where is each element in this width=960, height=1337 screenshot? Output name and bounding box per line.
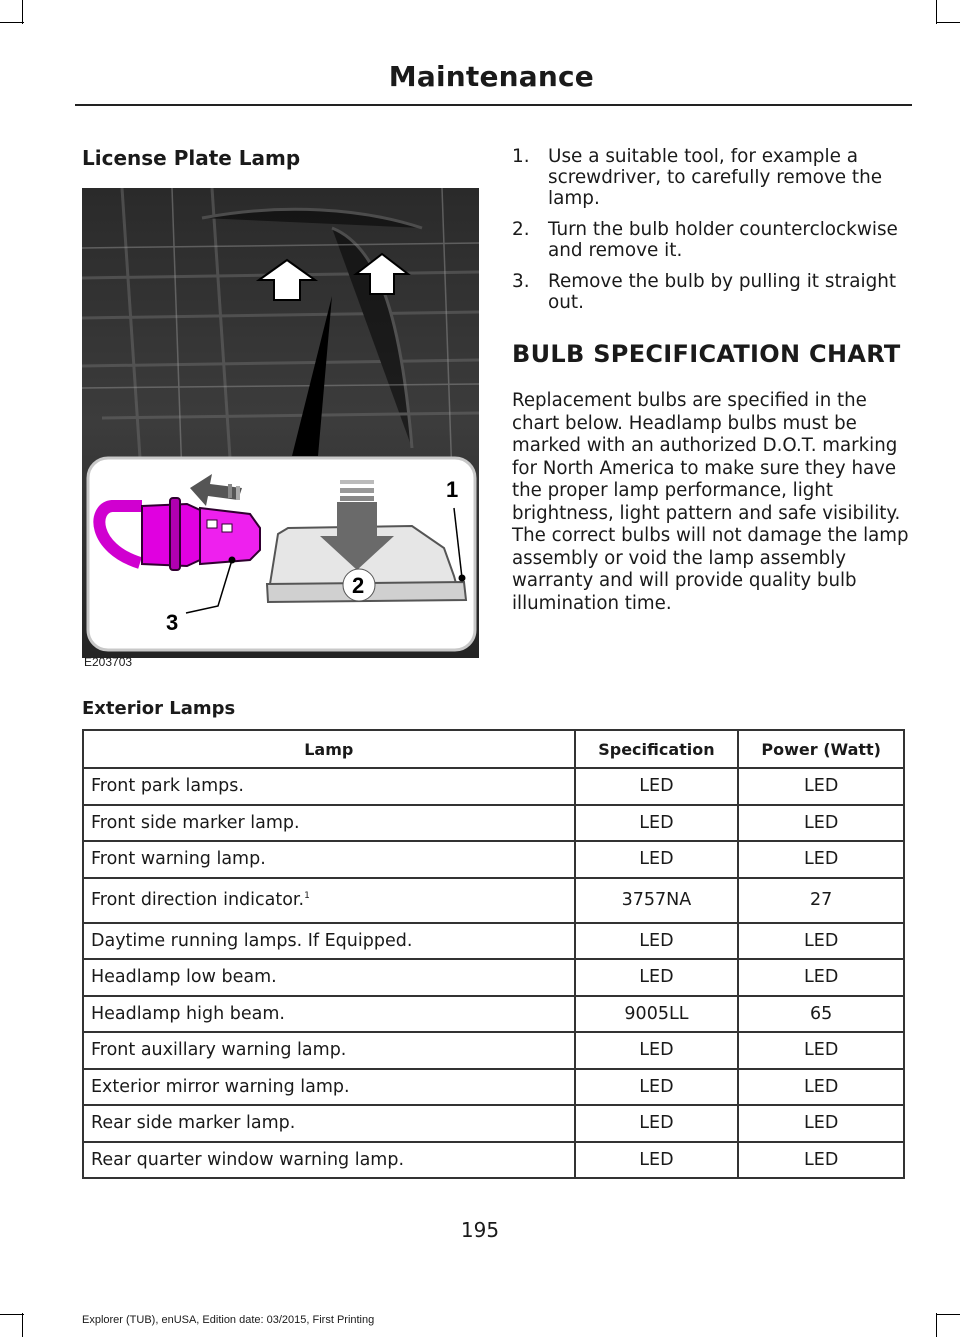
spec-cell: LED [575,841,739,878]
intro-paragraph: Replacement bulbs are specified in the chart below. Headlamp bulbs must be marked with an authorized D.O.T. marking for North America to make sure they have the proper lamp performance, light brightness, light pattern and safe visibility. The correct bulbs will not damage the lamp assembly or void the lamp assembly warranty and will provide quality bulb illumination time. [512,390,909,614]
crop-mark [22,0,23,24]
step-item [512,219,908,261]
lamp-cell: Front park lamps. [83,768,575,805]
lamp-cell: Rear side marker lamp. [83,1105,575,1142]
table-row [83,996,904,1033]
table-row [83,878,904,923]
step-number: 2. [512,219,530,240]
spec-cell: 9005LL [575,996,739,1033]
lamp-cell: Front warning lamp. [83,841,575,878]
header-rule [75,104,912,106]
crop-mark [936,1313,937,1337]
step-text: Turn the bulb holder counterclockwise and remove it. [548,219,898,261]
power-cell: LED [738,768,904,805]
crop-mark [936,22,960,23]
table-row [83,1032,904,1069]
lamp-name: Front direction indicator. [91,890,305,910]
spec-cell: LED [575,1105,739,1142]
figure-code: E203703 [84,655,133,669]
lamp-cell: Exterior mirror warning lamp. [83,1069,575,1106]
table-row [83,841,904,878]
procedure-steps [512,146,908,323]
column-header-power: Power (Watt) [738,730,904,768]
step-item [512,271,908,313]
lamp-cell: Headlamp high beam. [83,996,575,1033]
power-cell: LED [738,1105,904,1142]
page-number: 195 [460,1218,500,1242]
crop-mark [936,0,937,24]
power-cell: LED [738,841,904,878]
table-row [83,959,904,996]
spec-cell: LED [575,1032,739,1069]
lamp-cell: Rear quarter window warning lamp. [83,1142,575,1179]
lamp-cell [83,878,575,923]
crop-mark [0,22,24,23]
spec-cell: LED [575,768,739,805]
spec-cell: 3757NA [575,878,739,923]
table-header-row [83,730,904,768]
spec-cell: LED [575,805,739,842]
table-row [83,768,904,805]
section-title: License Plate Lamp [82,146,301,170]
spec-cell: LED [575,1142,739,1179]
table-row [83,1069,904,1106]
exterior-lamps-table [82,729,905,1179]
spec-cell: LED [575,923,739,960]
crop-mark [936,1314,960,1315]
footer-edition-info: Explorer (TUB), enUSA, Edition date: 03/2015, First Printing [82,1314,375,1326]
callout-2: 2 [352,573,365,598]
footnote-marker: 1 [304,891,310,902]
bulb-chart-heading: BULB SPECIFICATION CHART [512,340,901,368]
power-cell: LED [738,923,904,960]
table-row [83,805,904,842]
table-title: Exterior Lamps [82,698,236,719]
lamp-cell: Daytime running lamps. If Equipped. [83,923,575,960]
lamp-cell: Front side marker lamp. [83,805,575,842]
callout-1: 1 [446,477,459,502]
power-cell: 27 [738,878,904,923]
table-row [83,923,904,960]
lamp-cell: Front auxillary warning lamp. [83,1032,575,1069]
column-header-lamp: Lamp [83,730,575,768]
power-cell: LED [738,1032,904,1069]
step-text: Remove the bulb by pulling it straight out. [548,271,897,313]
table-row [83,1142,904,1179]
column-header-specification: Specification [575,730,739,768]
table-row [83,1105,904,1142]
callout-3: 3 [166,610,179,635]
crop-mark [22,1313,23,1337]
power-cell: LED [738,959,904,996]
spec-cell: LED [575,1069,739,1106]
crop-mark [0,1314,24,1315]
power-cell: LED [738,1069,904,1106]
step-text: Use a suitable tool, for example a screwdriver, to carefully remove the lamp. [548,146,883,209]
license-plate-lamp-illustration [82,188,479,658]
lamp-cell: Headlamp low beam. [83,959,575,996]
power-cell: LED [738,1142,904,1179]
page-header-title: Maintenance [388,60,594,93]
power-cell: 65 [738,996,904,1033]
step-number: 1. [512,146,530,167]
illustration-svg [82,188,479,658]
spec-cell: LED [575,959,739,996]
power-cell: LED [738,805,904,842]
step-number: 3. [512,271,530,292]
step-item [512,146,908,209]
